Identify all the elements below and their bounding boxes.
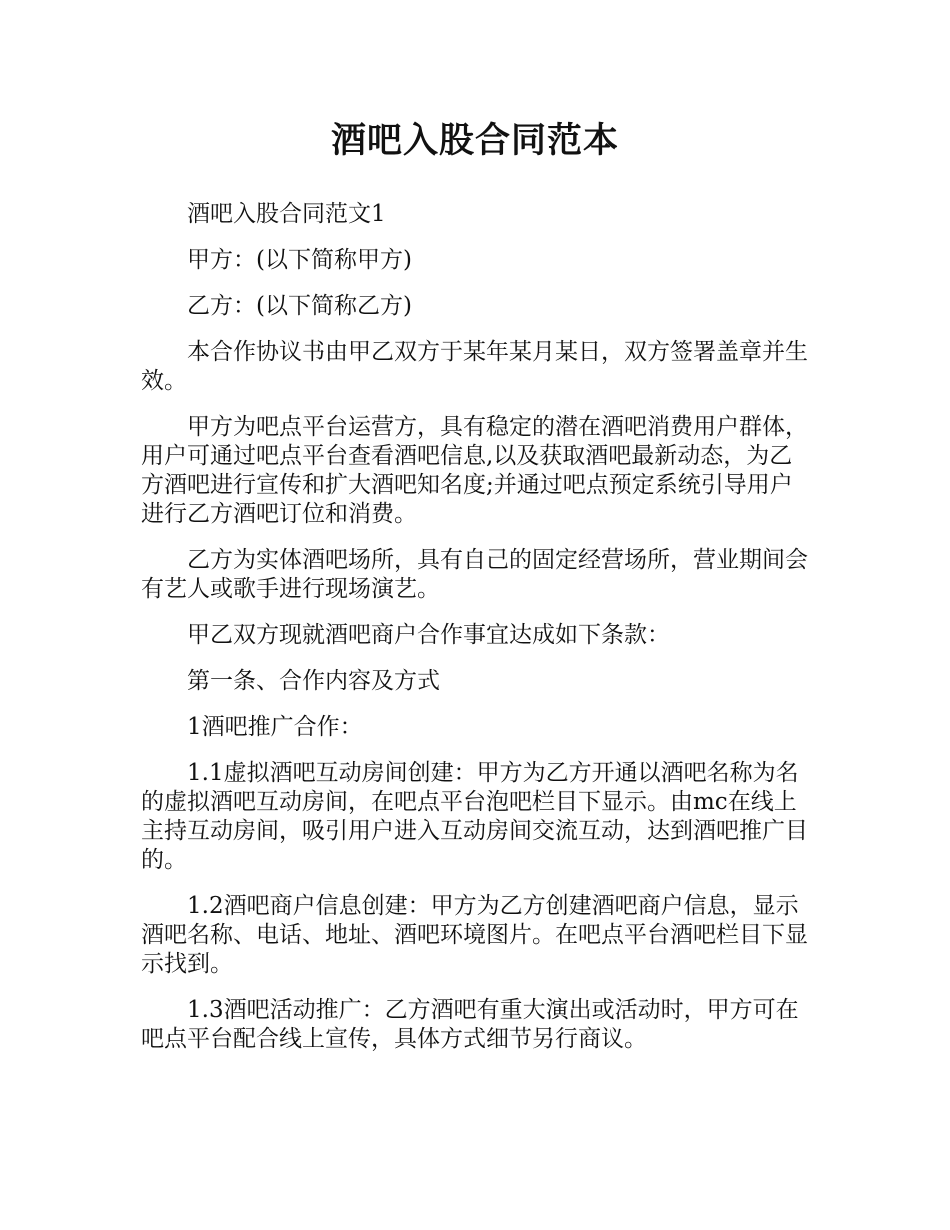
document-title: 酒吧入股合同范本 bbox=[330, 121, 619, 161]
paragraph-heading-fanwen: 酒吧入股合同范文1 bbox=[187, 201, 386, 227]
paragraph-section-1: 1酒吧推广合作： bbox=[187, 714, 363, 740]
document-body bbox=[141, 200, 811, 1071]
paragraph-party-b-description: 乙方为实体酒吧场所，具有自己的固定经营场所，营业期间会有艺人或歌手进行现场演艺。 bbox=[141, 547, 808, 602]
paragraph-party-a: 甲方：(以下简称甲方) bbox=[187, 247, 412, 273]
paragraph-party-a-description: 甲方为吧点平台运营方，具有稳定的潜在酒吧消费用户群体，用户可通过吧点平台查看酒吧信息,以及获取酒吧最新动态，为乙方酒吧进行宣传和扩大酒吧知名度;并通过吧点预定系统引导用户进行乙方酒吧订位和消费。 bbox=[141, 414, 808, 527]
paragraph-party-b: 乙方：(以下简称乙方) bbox=[187, 293, 412, 319]
paragraph-agreement-effective: 本合作协议书由甲乙双方于某年某月某日，双方签署盖章并生效。 bbox=[141, 339, 808, 394]
paragraph-section-1-3: 1.3酒吧活动推广：乙方酒吧有重大演出或活动时，甲方可在吧点平台配合线上宣传，具体方式细节另行商议。 bbox=[141, 997, 799, 1052]
paragraph-section-1-1: 1.1虚拟酒吧互动房间创建：甲方为乙方开通以酒吧名称为名的虚拟酒吧互动房间，在吧点平台泡吧栏目下显示。由mc在线上主持互动房间，吸引用户进入互动房间交流互动，达到酒吧推广目的。 bbox=[141, 760, 808, 873]
paragraph-terms-intro: 甲乙双方现就酒吧商户合作事宜达成如下条款： bbox=[187, 622, 670, 648]
paragraph-article-one: 第一条、合作内容及方式 bbox=[187, 668, 440, 694]
paragraph-section-1-2: 1.2酒吧商户信息创建：甲方为乙方创建酒吧商户信息，显示酒吧名称、电话、地址、酒吧环境图片。在吧点平台酒吧栏目下显示找到。 bbox=[141, 893, 808, 977]
